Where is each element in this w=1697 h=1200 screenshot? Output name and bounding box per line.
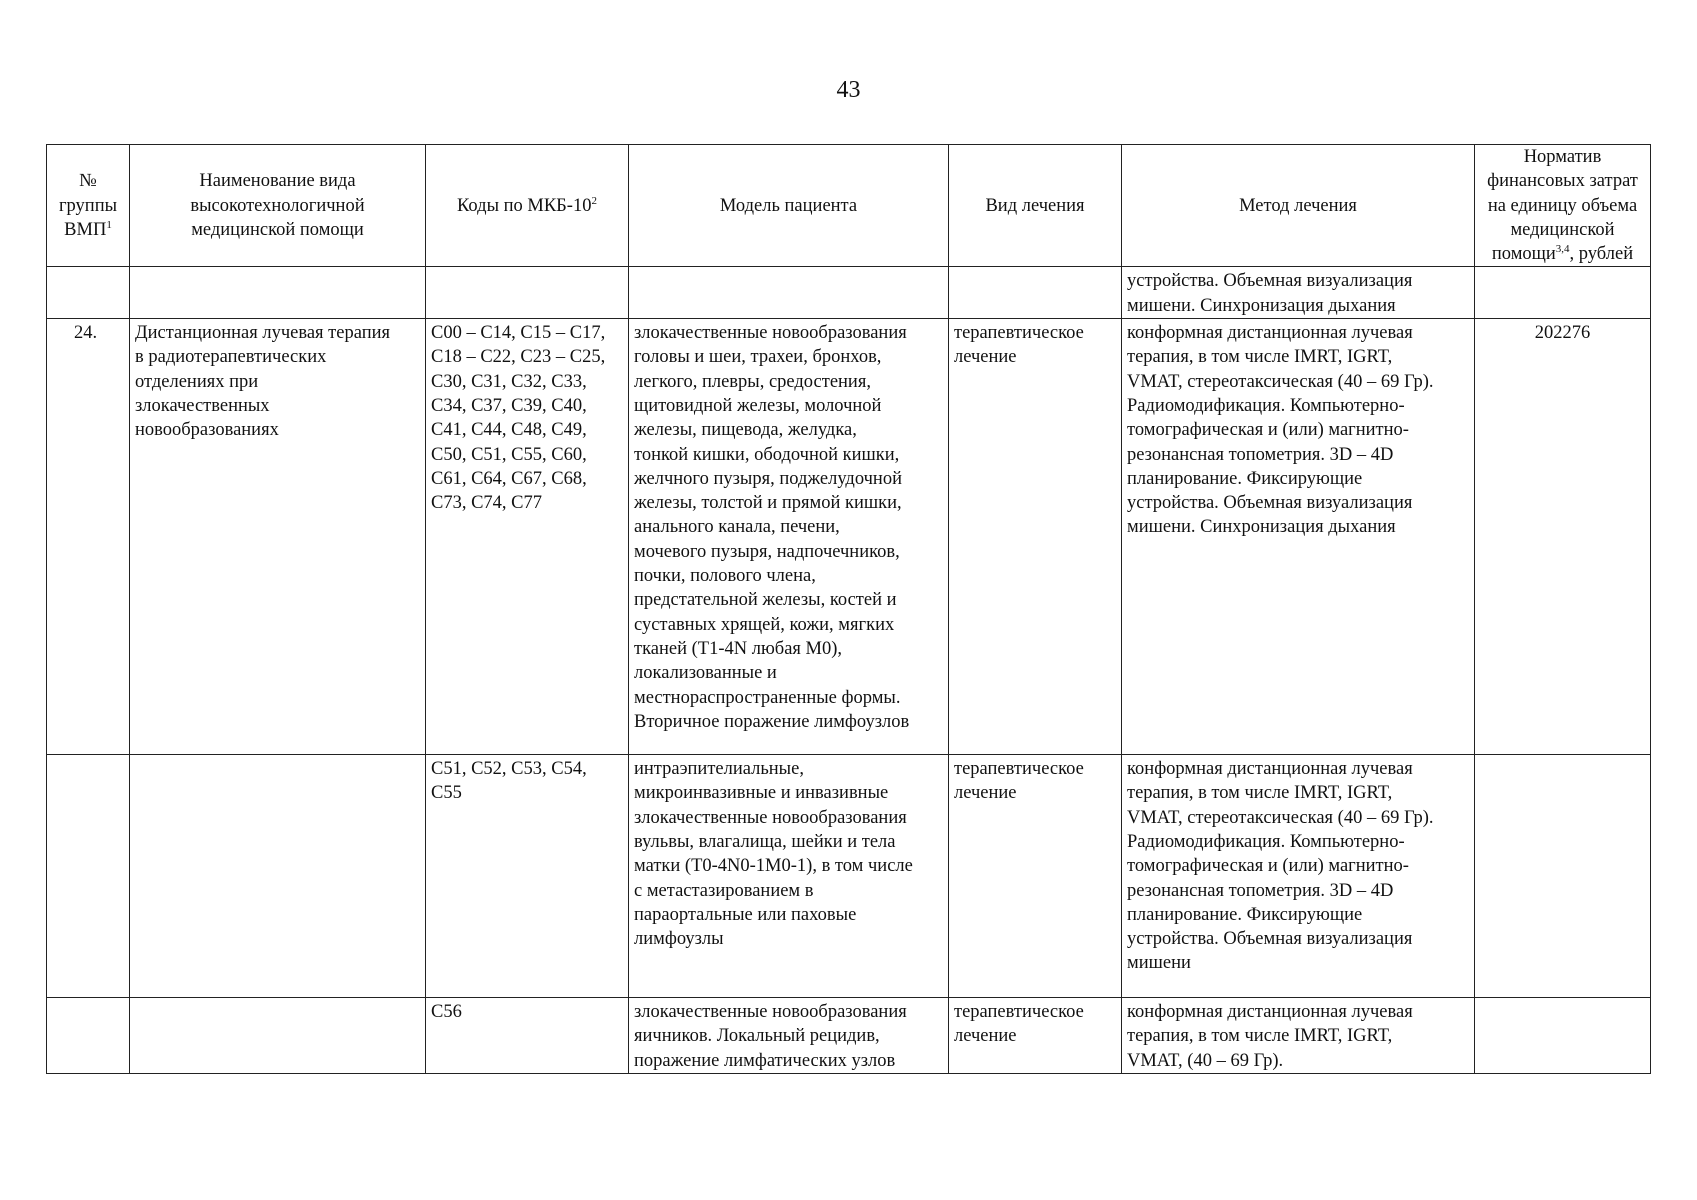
cell-care-name: [130, 267, 426, 319]
table-row: [47, 319, 1651, 755]
cell-patient-model: злокачественные новообразования головы и шеи, трахеи, бронхов, легкого, плевры, средостения, щитовидной железы, молочной железы, пищевода, желудка, тонкой кишки, ободочной кишки, желчного пузыря, поджелудочной железы, толстой и прямой кишки, анального канала, печени, мочевого пузыря, надпочечников, почки, полового члена, предстательной железы, костей и суставных хрящей, кожи, мягких тканей (T1-4N любая M0), локализованные и местнораспространенные формы. Вторичное поражение лимфоузлов: [629, 319, 949, 755]
cell-patient-model: злокачественные новообразования яичников. Локальный рецидив, поражение лимфатических узлов: [629, 998, 949, 1074]
header-icd-codes: Коды по МКБ-$10^2$: [426, 145, 629, 267]
cell-treatment-method: конформная дистанционная лучевая терапия, в том числе IMRT, IGRT, VMAT, (40 – 69 Гр).: [1122, 998, 1475, 1074]
cell-group-number: [47, 755, 130, 998]
table-row: [47, 755, 1651, 998]
cell-cost-norm: [1475, 267, 1651, 319]
cell-treatment-type: терапевтическое лечение: [949, 319, 1122, 755]
cell-cost-norm: [1475, 755, 1651, 998]
header-patient-model: Модель пациента: [629, 145, 949, 267]
cell-patient-model: [629, 267, 949, 319]
cell-icd-codes: C56: [426, 998, 629, 1074]
cell-treatment-method: конформная дистанционная лучевая терапия, в том числе IMRT, IGRT, VMAT, стереотаксическая (40 – 69 Гр). Радиомодификация. Компьютерно- томографическая и (или) магнитно- резонансная топометрия. 3D – 4D планирование. Фиксирующие устройства. Объемная визуализация мишени: [1122, 755, 1475, 998]
cell-group-number: [47, 998, 130, 1074]
cell-treatment-type: [949, 267, 1122, 319]
cell-group-number: [47, 267, 130, 319]
header-group-number: № группы ВМП$^1$: [47, 145, 130, 267]
cell-patient-model: интраэпителиальные, микроинвазивные и инвазивные злокачественные новообразования вульвы, влагалища, шейки и тела матки (T0-4N0-1M0-1), в том числе с метастазированием в параортальные или паховые лимфоузлы: [629, 755, 949, 998]
cell-care-name: [130, 755, 426, 998]
cell-care-name: Дистанционная лучевая терапия в радиотерапевтических отделениях при злокачественных новообразованиях: [130, 319, 426, 755]
cell-icd-codes: C51, C52, C53, C54, C55: [426, 755, 629, 998]
cell-treatment-type: терапевтическое лечение: [949, 755, 1122, 998]
cell-cost-norm: [1475, 998, 1651, 1074]
cell-icd-codes: [426, 267, 629, 319]
cell-group-number: 24.: [47, 319, 130, 755]
page-number: 43: [836, 77, 861, 103]
header-treatment-type: Вид лечения: [949, 145, 1122, 267]
cell-treatment-method: устройства. Объемная визуализация мишени. Синхронизация дыхания: [1122, 267, 1475, 319]
header-treatment-method: Метод лечения: [1122, 145, 1475, 267]
table-header-row: [47, 145, 1651, 267]
table-row: [47, 267, 1651, 319]
cell-treatment-method: конформная дистанционная лучевая терапия, в том числе IMRT, IGRT, VMAT, стереотаксическая (40 – 69 Гр). Радиомодификация. Компьютерно- томографическая и (или) магнитно- резонансная топометрия. 3D – 4D планирование. Фиксирующие устройства. Объемная визуализация мишени. Синхронизация дыхания: [1122, 319, 1475, 755]
header-care-name: Наименование вида высокотехнологичной медицинской помощи: [130, 145, 426, 267]
header-cost-norm: Норматив финансовых затрат на единицу объема медицинской помощи$^{3,4}$, рублей: [1475, 145, 1651, 267]
cell-treatment-type: терапевтическое лечение: [949, 998, 1122, 1074]
cell-icd-codes: C00 – C14, C15 – C17, C18 – C22, C23 – C25, C30, C31, C32, C33, C34, C37, C39, C40, C41, C44, C48, C49, C50, C51, C55, C60, C61, C64, C67, C68, C73, C74, C77: [426, 319, 629, 755]
cell-cost-norm: 202276: [1475, 319, 1651, 755]
table-row: [47, 998, 1651, 1074]
vmp-table: [46, 144, 1651, 1074]
cell-care-name: [130, 998, 426, 1074]
